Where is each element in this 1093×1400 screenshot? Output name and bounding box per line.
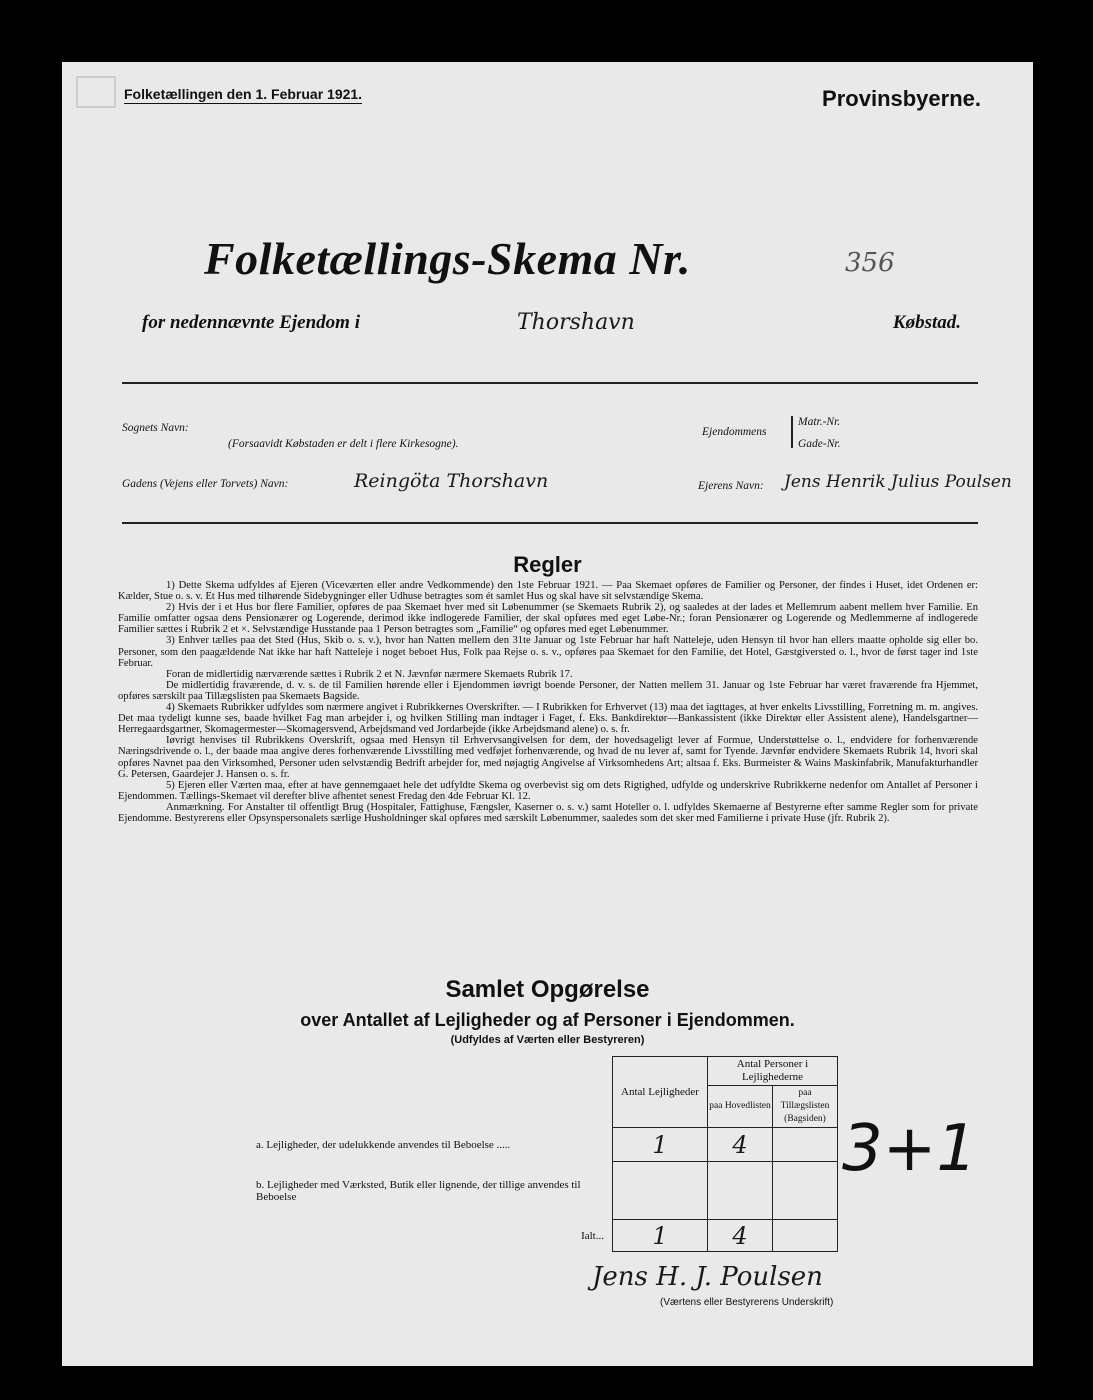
- divider-middle: [122, 522, 978, 524]
- row-a-label: a. Lejligheder, der udelukkende anvendes til Beboelse .....: [248, 1128, 613, 1162]
- owner-signature: Jens H. J. Poulsen: [592, 1262, 823, 1292]
- summary-table: [248, 1056, 838, 1252]
- table-row: [248, 1128, 838, 1162]
- col-apartments-header: Antal Lejligheder: [613, 1057, 708, 1128]
- col-mainlist-header: paa Hovedlisten: [708, 1086, 773, 1128]
- margin-annotation: 3+1: [842, 1112, 978, 1186]
- region-header: Provinsbyerne.: [822, 86, 981, 111]
- rule-paragraph: 5) Ejeren eller Værten maa, efter at have gennemgaaet hele det udfyldte Skema og overbevist sig om dets Rigtighed, udfylde og underskrive Rubrikkerne nedenfor om Antallet af Personer i Ejendommen. Tællings-Skemaet vil derefter blive afhentet senest Fredag den 4de Februar Kl. 12.: [118, 779, 978, 802]
- town-type-label: Købstad.: [892, 312, 961, 333]
- table-row: [248, 1220, 838, 1252]
- rules-text: [118, 580, 978, 824]
- street-label: Gadens (Vejens eller Torvets) Navn:: [122, 478, 289, 490]
- street-value: Reingöta Thorshavn: [354, 470, 549, 492]
- summary-subtitle: over Antallet af Lejligheder og af Personer i Ejendommen.: [300, 1010, 795, 1030]
- corner-stamp: [76, 76, 116, 108]
- census-form-page: [62, 62, 1033, 1366]
- parish-note: (Forsaavidt Købstaden er delt i flere Kirkesogne).: [228, 438, 459, 450]
- col-persons-header: Antal Personer i Lejlighederne: [708, 1057, 838, 1086]
- matr-nr-label: Matr.-Nr.: [798, 416, 841, 428]
- col-supplement-header: paa Tillægslisten (Bagsiden): [773, 1086, 838, 1128]
- parish-label: Sognets Navn:: [122, 422, 189, 434]
- property-brace: [791, 416, 793, 448]
- rules-heading: Regler: [513, 552, 582, 577]
- row-b-label: b. Lejligheder med Værksted, Butik eller lignende, der tillige anvendes til Beboelse: [248, 1162, 613, 1220]
- rule-paragraph: 4) Skemaets Rubrikker udfyldes som nærmere angivet i Rubrikkernes Overskrifter. — I Rubrikken for Erhvervet (13) maa det iagttages, at hver enkelts Livsstilling, Forretning m. m. angives. Det maa tydeligt kunne ses, baade hvilket Fag man arbejder i, og hvilken Stilling man indtager i Faget, f. Eks. Bankdirektør—Bankassistent (ikke Direktør eller Assistent alene), Handelsgartner—Herregaardsgartner, Skomagermester—Skomagersvend, Arbejdsmand ved Jordarbejde (ikke Arbejdsmand alene) o. s. fr.: [118, 702, 978, 736]
- schema-number: 356: [845, 248, 895, 278]
- rule-paragraph: Iøvrigt henvises til Rubrikkens Overskrift, ogsaa med Hensyn til Erhvervsangivelsen for dem, der hovedsageligt lever af Formue, Understøttelse o. l., endvidere for forhenværende Næringsdrivende o. l., der baade maa angive deres forhenværende Livsstilling med vedføjet forhenværende, og hvad de nu lever af, samt for Tyende. Jævnfør endvidere Skemaets Rubrik 14, hvori skal opføres Navnet paa den Virksomhed, Personer uden selvstændig Bedrift arbejder for, med nøjagtig Angivelse af Virksomhedens Art; altsaa f. Eks. Burmeister & Wains Maskinfabrik, Manufakturhandler G. Petersen, Gaardejer J. Hansen o. s. fr.: [118, 735, 978, 780]
- signature-caption: (Værtens eller Bestyrerens Underskrift): [660, 1297, 834, 1308]
- owner-label: Ejerens Navn:: [698, 480, 764, 492]
- table-row: [248, 1162, 838, 1220]
- row-b-supplement: [773, 1162, 838, 1220]
- census-date-header: Folketællingen den 1. Februar 1921.: [124, 86, 363, 102]
- form-title: Folketællings-Skema Nr.: [204, 233, 691, 284]
- row-a-apartments: 1: [613, 1128, 708, 1162]
- row-a-mainlist: 4: [708, 1128, 773, 1162]
- rule-paragraph: 2) Hvis der i et Hus bor flere Familier, opføres de paa Skemaet hver med sit Løbenummer (se Skemaets Rubrik 2), og saaledes at der lades et Mellemrum aabent mellem hver Familie. En Familie omfatter ogsaa dens Pensionærer og Logerende, derimod ikke indlogerede Familier, der skal opføres med eget Løbe-Nr.; foran Pensionærer og Logerende og Medlemmerne af indlogerede Familier sættes i Rubrik 2 et ×. Selvstændige Husstande paa 1 Person betragtes som „Familie“ og opføres med eget Løbenummer.: [118, 602, 978, 636]
- summary-title: Samlet Opgørelse: [445, 976, 650, 1003]
- row-total-apartments: 1: [613, 1220, 708, 1252]
- rule-paragraph: De midlertidig fraværende, d. v. s. de til Familien hørende eller i Ejendommen iøvrigt boende Personer, der Natten mellem 31. Januar og 1ste Februar har været fraværende fra Hjemmet, opføres særskilt paa Tillægslisten paa Skemaets Bagside.: [118, 679, 978, 702]
- row-b-apartments: [613, 1162, 708, 1220]
- row-b-mainlist: [708, 1162, 773, 1220]
- town-name: Thorshavn: [517, 310, 635, 335]
- summary-corner: [248, 1057, 613, 1128]
- gade-nr-label: Gade-Nr.: [798, 438, 841, 450]
- divider-top: [122, 382, 978, 384]
- rule-paragraph: 3) Enhver tælles paa det Sted (Hus, Skib o. s. v.), hvor han Natten mellem den 31te Januar og 1ste Februar har haft Natteleje, uden Hensyn til hvor han ellers maatte opholde sig eller bo. Personer, som den paagældende Nat ikke har haft Natteleje i noget beboet Hus, Folk paa Rejse o. s. v., opføres paa Skemaet for den Familie, det Hotel, Gæstgiversted o. l., hvor de først tager ind 1ste Februar.: [118, 635, 978, 669]
- row-total-supplement: [773, 1220, 838, 1252]
- property-location-label: for nedennævnte Ejendom i: [142, 312, 360, 333]
- owner-value: Jens Henrik Julius Poulsen: [784, 472, 1012, 492]
- rule-paragraph: Anmærkning. For Anstalter til offentligt Brug (Hospitaler, Fattighuse, Fængsler, Kaserner o. s. v.) samt Hoteller o. l. udfyldes Skemaerne af Bestyrerne efter samme Regler som for private Ejendomme. Bestyrerens eller Opsynspersonalets særlige Husholdninger skal opføres med særskilt Løbenummer, saaledes som det sker med Familierne i private Huse (jfr. Rubrik 2).: [118, 801, 978, 824]
- row-total-mainlist: 4: [708, 1220, 773, 1252]
- summary-note: (Udfyldes af Værten eller Bestyreren): [450, 1034, 645, 1046]
- property-label: Ejendommens: [702, 426, 767, 438]
- row-a-supplement: [773, 1128, 838, 1162]
- row-total-label: Ialt...: [248, 1220, 613, 1252]
- rule-paragraph: 1) Dette Skema udfyldes af Ejeren (Viceværten eller andre Vedkommende) den 1ste Februar 1921. — Paa Skemaet opføres de Familier og Personer, der findes i Huset, idet Ordenen er: Kælder, Stue o. s. v. Et Hus med tilhørende Sidebygninger eller Udhuse betragtes som ét samlet Hus og skal have sit selvstændige Skema.: [118, 580, 978, 603]
- rule-paragraph: Foran de midlertidig nærværende sættes i Rubrik 2 et N. Jævnfør nærmere Skemaets Rubrik 17.: [166, 668, 573, 680]
